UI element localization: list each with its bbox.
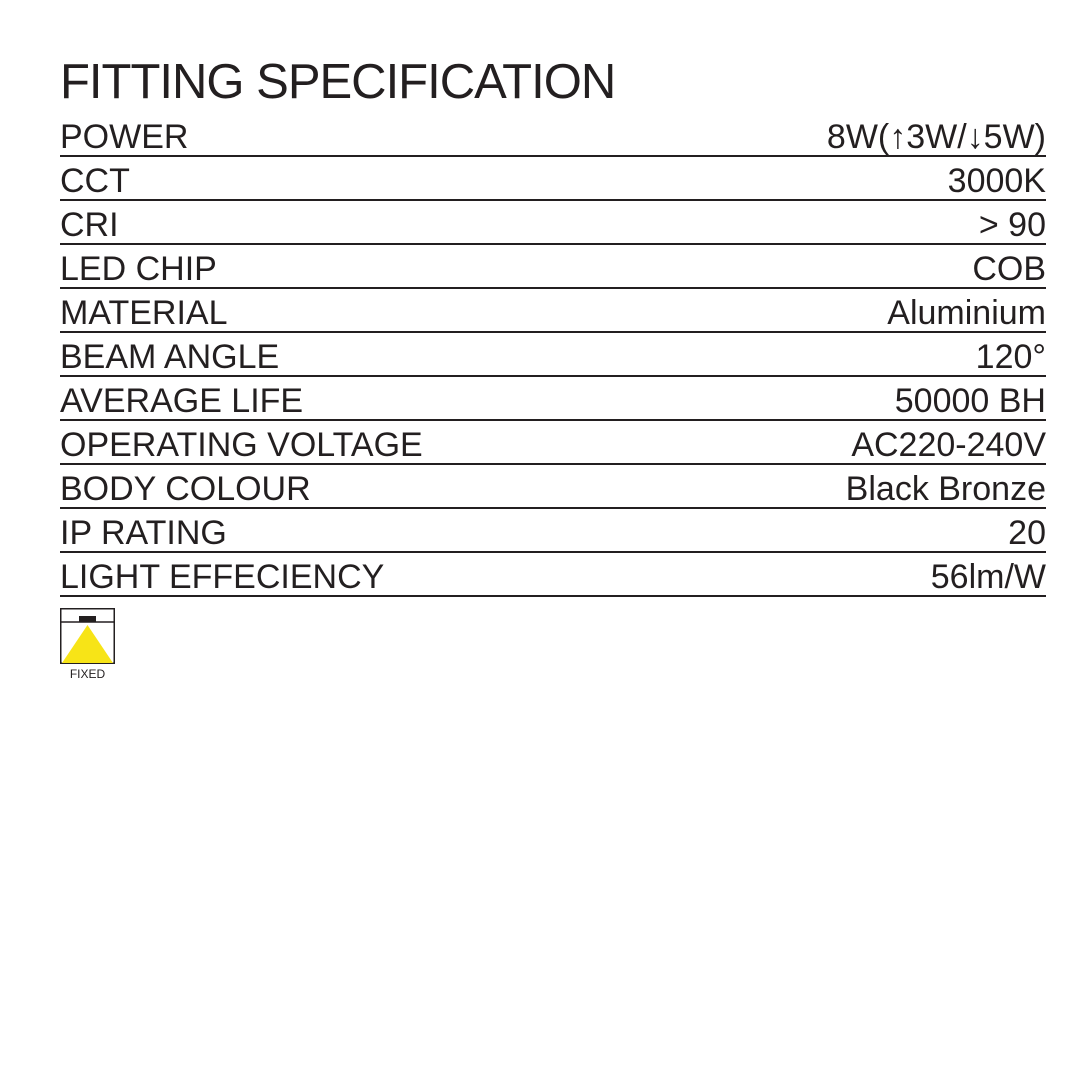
spec-label: BODY COLOUR [60,470,311,508]
spec-row-led-chip [60,245,1046,289]
spec-row-cct [60,157,1046,201]
spec-label: IP RATING [60,514,227,552]
spec-row-average-life [60,377,1046,421]
fixed-caption: FIXED [69,667,106,681]
spec-value: 8W(↑3W/↓5W) [826,118,1046,156]
spec-label: MATERIAL [60,294,228,332]
spec-label: CRI [60,206,119,244]
spec-row-light-efficiency [60,553,1046,597]
spec-row-operating-voltage [60,421,1046,465]
spec-value: 50000 BH [894,382,1046,420]
spec-value: 120° [975,338,1046,376]
spec-value: Aluminium [887,294,1046,332]
spec-label: BEAM ANGLE [60,338,280,376]
spec-value: 3000K [947,162,1046,200]
spec-row-material [60,289,1046,333]
page-title: FITTING SPECIFICATION [60,55,616,109]
spec-label: AVERAGE LIFE [60,382,304,420]
spec-row-body-colour [60,465,1046,509]
spec-row-cri [60,201,1046,245]
spec-label: CCT [60,162,130,200]
spec-value: > 90 [978,206,1046,244]
spec-value: Black Bronze [845,470,1046,508]
fixture-body [79,616,96,622]
spec-value: AC220-240V [851,426,1046,464]
spec-value: 20 [1008,514,1046,552]
spec-label: LIGHT EFFECIENCY [60,558,385,596]
spec-row-ip-rating [60,509,1046,553]
spec-table [60,113,1046,597]
spec-label: LED CHIP [60,250,217,288]
spec-label: OPERATING VOLTAGE [60,426,423,464]
spec-value: COB [972,250,1046,288]
spec-row-power [60,113,1046,157]
fixed-downlight-icon [60,608,115,664]
spec-label: POWER [60,118,189,156]
spec-value: 56lm/W [930,558,1046,596]
spec-row-beam-angle [60,333,1046,377]
